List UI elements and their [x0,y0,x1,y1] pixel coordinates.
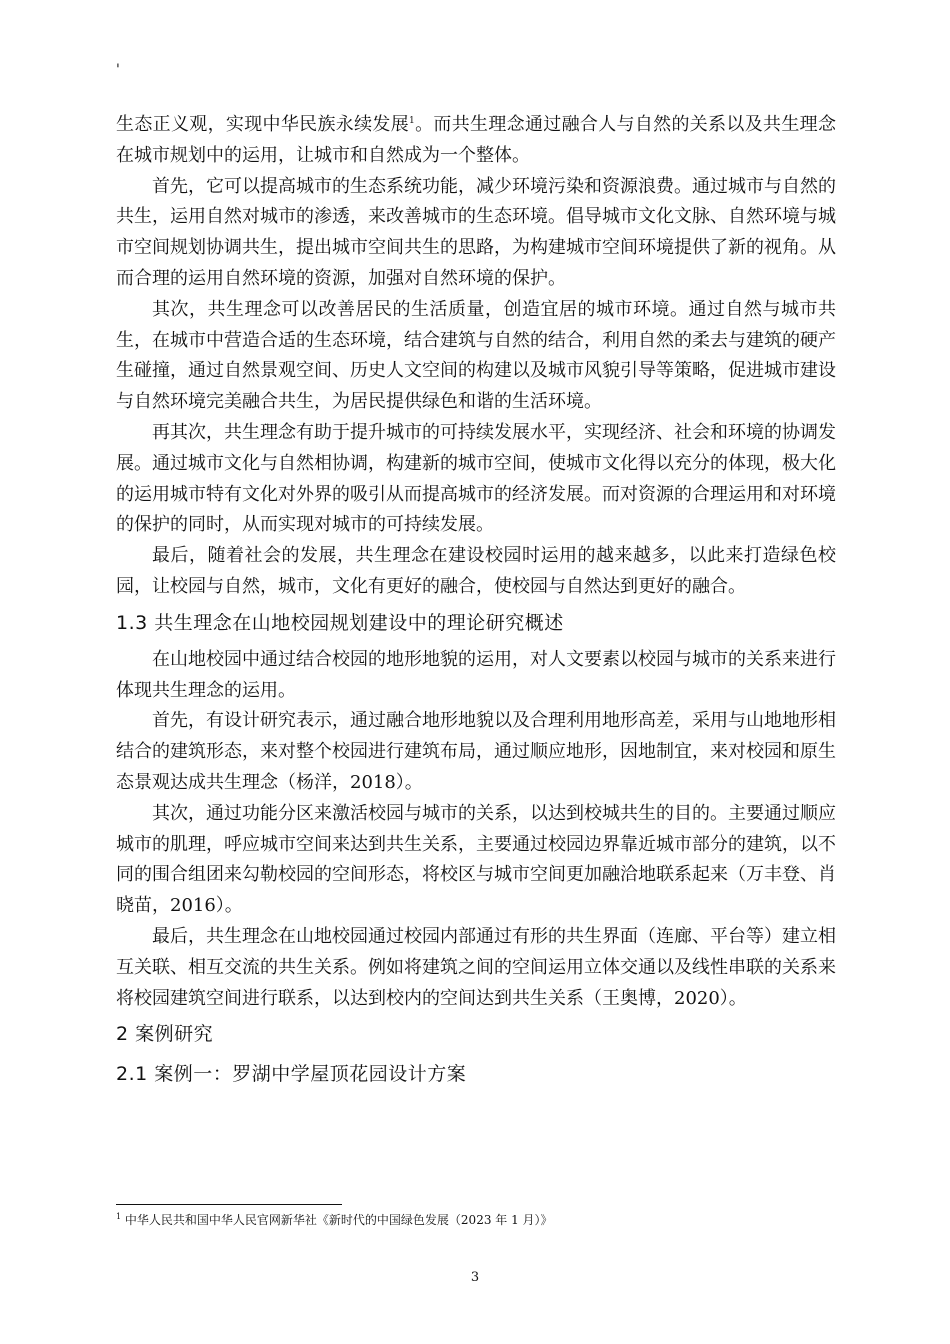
header-mark: ' [116,62,120,78]
footnote-mark: 1 [116,1212,122,1221]
paragraph: 最后，共生理念在山地校园通过校园内部通过有形的共生界面（连廊、平台等）建立相互关联、相互交流的共生关系。例如将建筑之间的空间运用立体交通以及线性串联的关系来将校园建筑空间进行联系，以达到校内的空间达到共生关系（王奥博，2020）。 [116,925,836,1009]
footnote-divider [116,1204,342,1205]
paragraph: 最后，随着社会的发展，共生理念在建设校园时运用的越来越多，以此来打造绿色校园，让校园与自然，城市，文化有更好的融合，使校园与自然达到更好的融合。 [116,545,836,597]
paragraph: 其次，共生理念可以改善居民的生活质量，创造宜居的城市环境。通过自然与城市共生，在城市中营造合适的生态环境，结合建筑与自然的结合，利用自然的柔去与建筑的硬产生碰撞，通过自然景观空间、历史人文空间的构建以及城市风貌引导等策略，促进城市建设与自然环境完美融合共生，为居民提供绿色和谐的生活环境。 [116,298,836,413]
footnote: $^1$ 中华人民共和国中华人民官网新华社《新时代的中国绿色发展（2023 年 1 月）》 [116,1212,553,1227]
body-text [116,110,836,1096]
section-heading: 2.1 案例一：罗湖中学屋顶花园设计方案 [116,1063,467,1086]
paragraph: 首先，有设计研究表示，通过融合地形地貌以及合理利用地形高差，采用与山地地形相结合的建筑形态，来对整个校园进行建筑布局，通过顺应地形，因地制宜，来对校园和原生态景观达成共生理念（杨洋，2018）。 [116,710,836,793]
section-heading: 2 案例研究 [116,1023,214,1046]
paragraph: 其次，通过功能分区来激活校园与城市的关系，以达到校城共生的目的。主要通过顺应城市的肌理，呼应城市空间来达到共生关系，主要通过校园边界靠近城市部分的建筑，以不同的围合组团来勾勒校园的空间形态，将校区与城市空间更加融洽地联系起来（万丰登、肖晓苗，2016）。 [116,802,836,917]
paragraph: 再其次，共生理念有助于提升城市的可持续发展水平，实现经济、社会和环境的协调发展。通过城市文化与自然相协调，构建新的城市空间，使城市文化得以充分的体现，极大化的运用城市特有文化对外界的吸引从而提高城市的经济发展。而对资源的合理运用和对环境的保护的同时，从而实现对城市的可持续发展。 [116,421,836,536]
page-number: 3 [470,1270,480,1285]
section-heading: 1.3 共生理念在山地校园规划建设中的理论研究概述 [116,611,564,634]
paragraph: 首先，它可以提高城市的生态系统功能，减少环境污染和资源浪费。通过城市与自然的共生，运用自然对城市的渗透，来改善城市的生态环境。倡导城市文化文脉、自然环境与城市空间规划协调共生，提出城市空间共生的思路，为构建城市空间环境提供了新的视角。从而合理的运用自然环境的资源，加强对自然环境的保护。 [116,175,836,289]
paragraph: 生态正义观，实现中华民族永续发展$^1$。而共生理念通过融合人与自然的关系以及共生理念在城市规划中的运用，让城市和自然成为一个整体。 [116,114,836,166]
footnote-reference[interactable]: 1 [409,116,415,126]
paragraph: 在山地校园中通过结合校园的地形地貌的运用，对人文要素以校园与城市的关系来进行体现共生理念的运用。 [116,648,836,701]
